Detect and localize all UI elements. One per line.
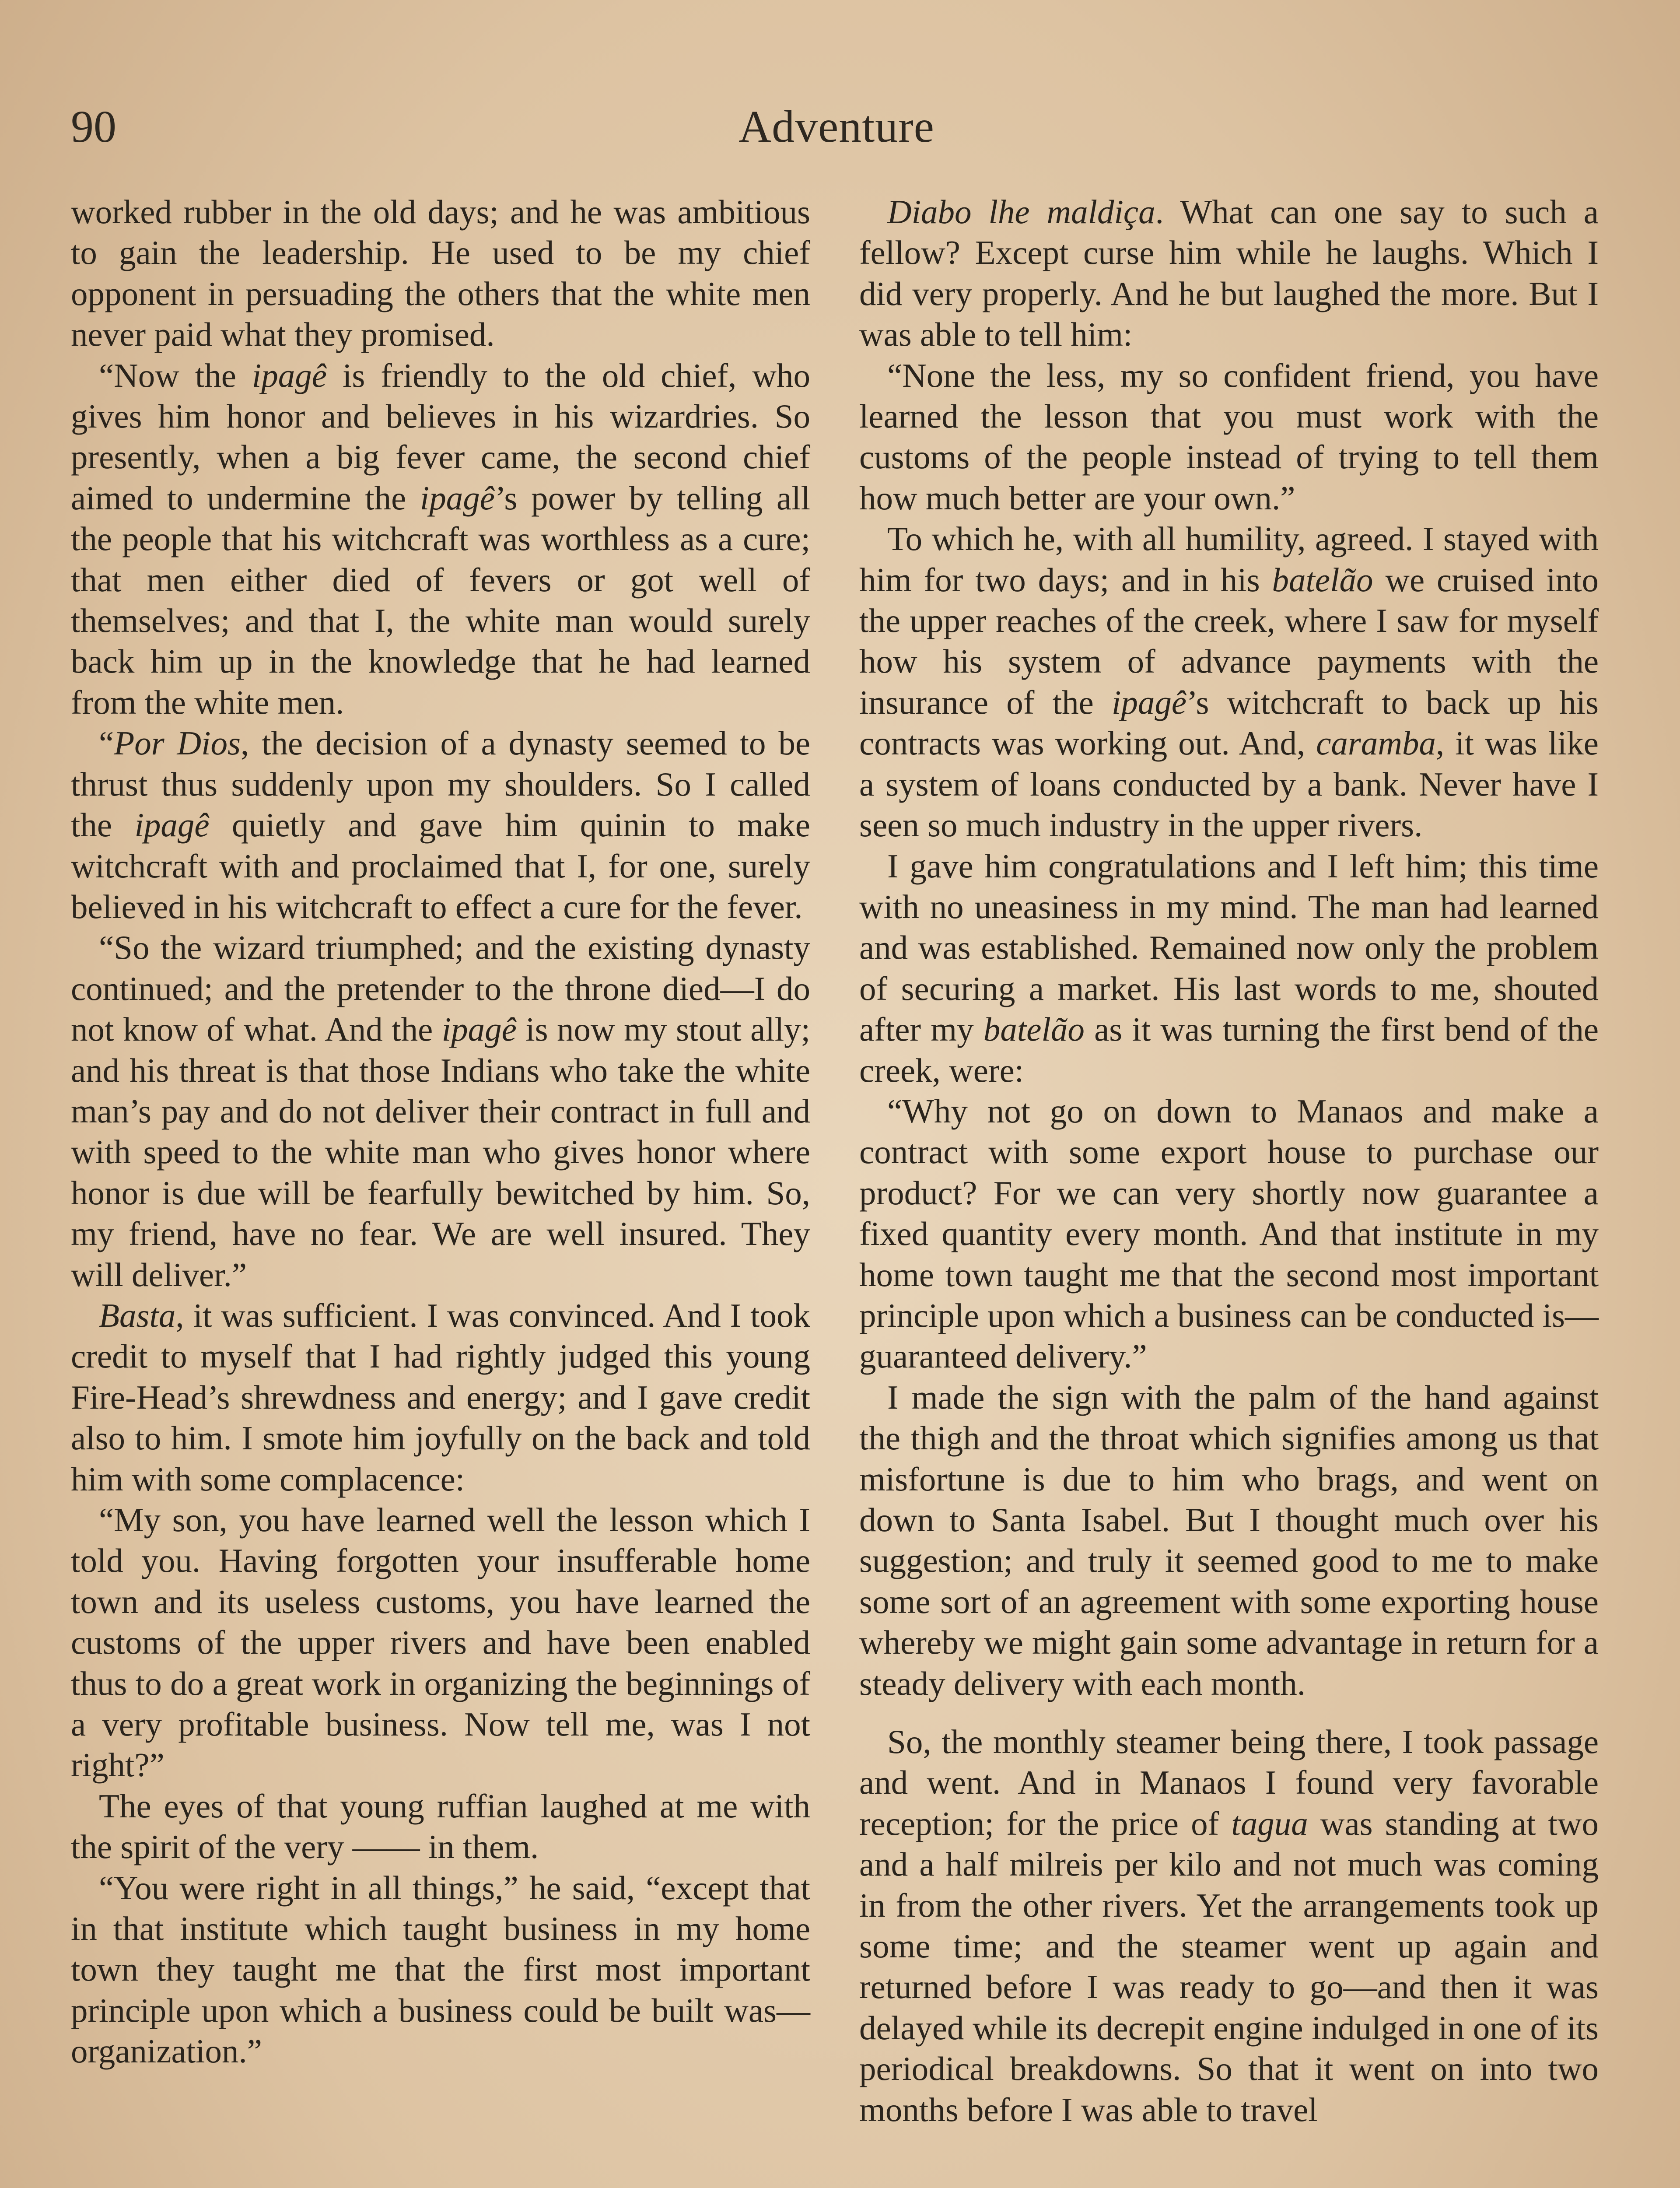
paragraph: “Why not go on down to Manaos and make a contract with some export house to purchase our product? For we can very shortly now guarantee a fixed quantity every month. And that institute in my home town taught me that the second most important principle upon which a business can be conducted is—guaranteed delivery.” — [859, 1092, 1599, 1375]
right-column — [859, 192, 1599, 2130]
page-header — [71, 88, 1602, 162]
paragraph: I gave him congratulations and I left him; this time with no uneasiness in my mind. The man had learned and was established. Remained now only the problem of securing a market. His last words to me, shouted after my batelão as it was turning the first bend of the creek, were: — [859, 847, 1599, 1089]
page-number: 90 — [71, 102, 116, 152]
paragraph: “Por Dios, the decision of a dynasty seemed to be thrust thus suddenly upon my shoulders. So I called the ipagê quietly and gave him quinin to make witchcraft with and proclaimed that I, for one, surely believed in his witchcraft to effect a cure for the fever. — [71, 724, 810, 926]
paragraph: Diabo lhe maldiça. What can one say to such a fellow? Except curse him while he laughs. Which I did very properly. And he but laughed the more. But I was able to tell him: — [859, 193, 1599, 354]
paragraph: “So the wizard triumphed; and the existing dynasty continued; and the pretender to the throne died—I do not know of what. And the ipagê is now my stout ally; and his threat is that those Indians who take the white man’s pay and do not deliver their contract in full and with speed to the white man who gives honor where honor is due will be fearfully bewitched by him. So, my friend, have no fear. We are well insured. They will deliver.” — [71, 929, 810, 1294]
paragraph: “None the less, my so confident friend, you have learned the lesson that you must work with the customs of the people instead of trying to tell them how much better are your own.” — [859, 356, 1599, 517]
paragraph: “Now the ipagê is friendly to the old chief, who gives him honor and believes in his wizardries. So presently, when a big fever came, the second chief aimed to undermine the ipagê’s power by telling all the people that his witchcraft was worthless as a cure; that men either died of fevers or got well of themselves; and that I, the white man would surely back him up in the knowledge that he had learned from the white men. — [71, 356, 810, 721]
paragraph: To which he, with all humility, agreed. I stayed with him for two days; and in his batelão we cruised into the upper reaches of the creek, where I saw for myself how his system of advance payments with the insurance of the ipagê’s witchcraft to back up his contracts was working out. And, caramba, it was like a system of loans conducted by a bank. Never have I seen so much industry in the upper rivers. — [859, 520, 1599, 844]
paragraph: “You were right in all things,” he said, “except that in that institute which taught business in my home town they taught me that the first most important principle upon which a business could be built was—organization.” — [71, 1869, 810, 2070]
running-title: Adventure — [738, 102, 934, 152]
paragraph: “My son, you have learned well the lesson which I told you. Having forgotten your insufferable home town and its useless customs, you have learned the customs of the upper rivers and have been enabled thus to do a great work in organizing the beginnings of a very profitable business. Now tell me, was I not right?” — [71, 1501, 810, 1784]
paragraph: So, the monthly steamer being there, I took passage and went. And in Manaos I found very favorable reception; for the price of tagua was standing at two and a half milreis per kilo and not much was coming in from the other rivers. Yet the arrangements took up some time; and the steamer went up again and returned before I was ready to go—and then it was delayed while its decrepit engine indulged in one of its periodical breakdowns. So that it went on into two months before I was able to travel — [859, 1723, 1599, 2128]
paragraph: I made the sign with the palm of the hand against the thigh and the throat which signifies among us that misfortune is due to him who brags, and went on down to Santa Isabel. But I thought much over his suggestion; and truly it seemed good to me to make some sort of an agreement with some exporting house whereby we might gain some advantage in return for a steady delivery with each month. — [859, 1378, 1599, 1702]
paragraph: The eyes of that young ruffian laughed at me with the spirit of the very —— in them. — [71, 1787, 810, 1866]
paragraph: worked rubber in the old days; and he was ambitious to gain the leadership. He used to be my chief opponent in persuading the others that the white men never paid what they promised. — [71, 193, 810, 354]
left-column — [71, 192, 810, 2072]
paragraph: Basta, it was sufficient. I was convinced. And I took credit to myself that I had rightly judged this young Fire-Head’s shrewdness and energy; and I gave credit also to him. I smote him joyfully on the back and told him with some complacence: — [71, 1296, 810, 1498]
